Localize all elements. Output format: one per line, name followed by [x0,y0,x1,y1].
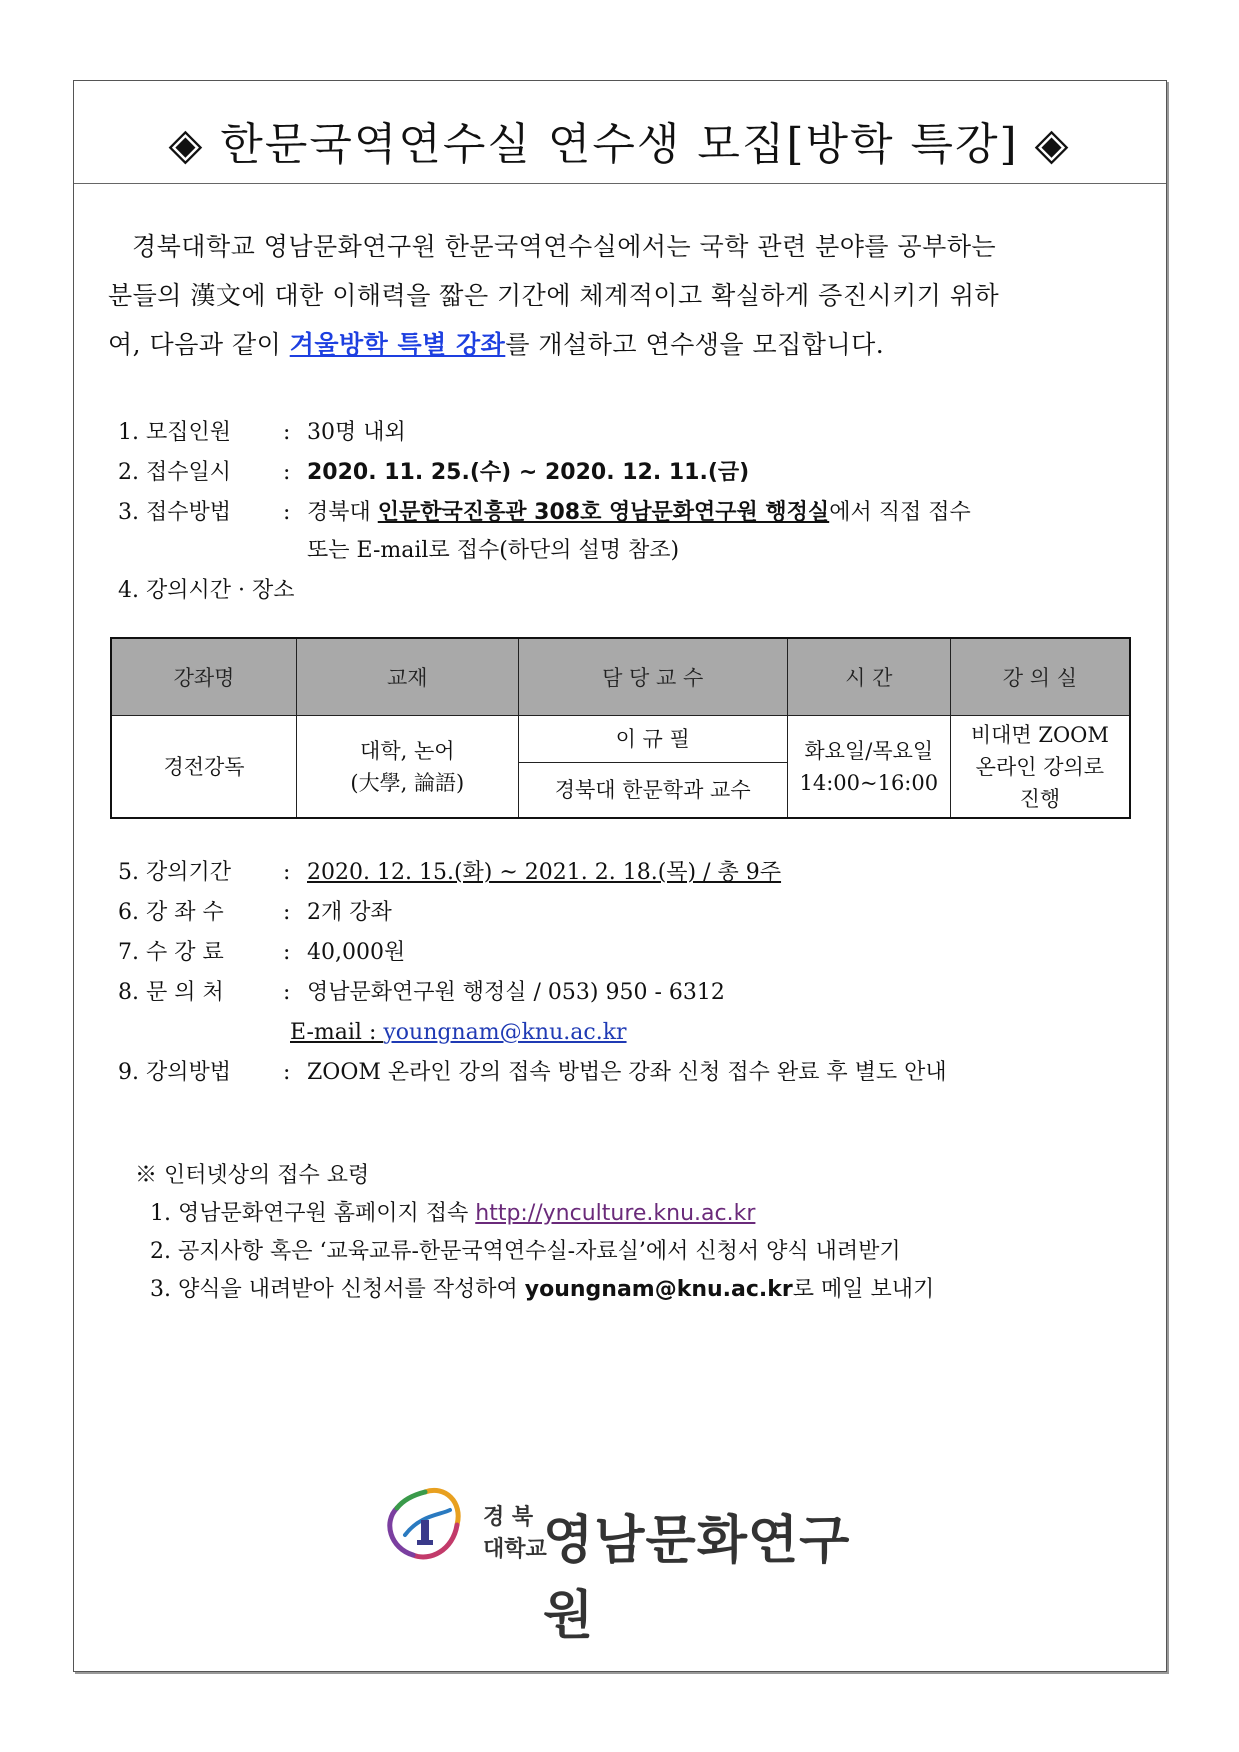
time-cell: 화요일/목요일 14:00~16:00 [787,716,950,819]
item-lecture-time-place: 4. 강의시간 · 장소 [118,578,295,603]
table-header: 강좌명 [111,638,297,716]
logo-text-gyeongbuk: 경 북 [483,1505,534,1530]
intro-line-1: 경북대학교 영남문화연구원 한문국역연수실에서는 국학 관련 분야를 공부하는 [132,232,997,261]
item-recruit-count: 1. 모집인원 : 30명 내외 [118,420,406,445]
table-header: 교재 [297,638,518,716]
table-row [111,716,1130,763]
contact-email-link[interactable]: youngnam@knu.ac.kr [383,1020,627,1045]
item-lecture-period: 5. 강의기간 : 2020. 12. 15.(화) ~ 2021. 2. 18.(목) / 총 9주 [118,860,782,885]
institute-emblem-icon [375,1480,475,1570]
professor-name-cell: 이 규 필 [518,716,787,763]
table-header: 담 당 교 수 [518,638,787,716]
course-name-cell: 경전강독 [111,716,297,819]
intro-line-2: 분들의 漢文에 대한 이해력을 짧은 기간에 체계적이고 확실하게 증진시키기 위하 [108,281,1000,310]
office-location: 인문한국진흥관 308호 영남문화연구원 행정실 [377,500,830,525]
item-lecture-method: 9. 강의방법 : ZOOM 온라인 강의 접속 방법은 강좌 신청 접수 완료 후 별도 안내 [118,1060,947,1085]
classroom-cell: 비대면 ZOOM 온라인 강의로 진행 [950,716,1130,819]
winter-course-highlight: 겨울방학 특별 강좌 [289,330,506,359]
page-title: ◈ 한문국역연수실 연수생 모집[방학 특강] ◈ [168,119,1071,170]
textbook-cell: 대학, 논어 (大學, 論語) [297,716,518,819]
note-1: 1. 영남문화연구원 홈페이지 접속 http://ynculture.knu.ac.kr [150,1201,756,1226]
intro-paragraph [108,222,1138,369]
item-application-period: 2. 접수일시 : 2020. 11. 25.(수) ~ 2020. 12. 11.(금) [118,460,750,485]
table-header: 시 간 [787,638,950,716]
item-tuition: 7. 수 강 료 : 40,000원 [118,940,406,965]
item-application-method-line2: 또는 E-mail로 접수(하단의 설명 참조) [307,538,680,563]
notes-header: ※ 인터넷상의 접수 요령 [135,1163,370,1188]
institute-logo [375,1480,895,1646]
item-course-count: 6. 강 좌 수 : 2개 강좌 [118,900,392,925]
logo-text-university: 대학교 [483,1537,547,1562]
note-3: 3. 양식을 내려받아 신청서를 작성하여 youngnam@knu.ac.kr로 메일 보내기 [150,1277,935,1302]
note-2: 2. 공지사항 혹은 ‘교육교류-한문국역연수실-자료실’에서 신청서 양식 내려받기 [150,1239,901,1264]
intro-line-3-pre: 여, 다음과 같이 [108,330,290,359]
item-application-method: 3. 접수방법 : 경북대 인문한국진흥관 308호 영남문화연구원 행정실에서 직접 접수 [118,500,971,525]
logo-text-institute: 영남문화연구원 [543,1511,851,1646]
professor-title-cell: 경북대 한문학과 교수 [518,763,787,819]
intro-line-3-post: 를 개설하고 연수생을 모집합니다. [505,330,885,359]
table-header: 강 의 실 [950,638,1130,716]
title-divider [74,183,1166,184]
table-header-row [111,638,1130,716]
application-email: youngnam@knu.ac.kr [524,1277,793,1302]
item-contact: 8. 문 의 처 : 영남문화연구원 행정실 / 053) 950 - 6312 [118,980,725,1005]
homepage-link[interactable]: http://ynculture.knu.ac.kr [475,1201,756,1226]
lecture-table [110,637,1131,819]
item-contact-email: E-mail : youngnam@knu.ac.kr [290,1020,627,1045]
